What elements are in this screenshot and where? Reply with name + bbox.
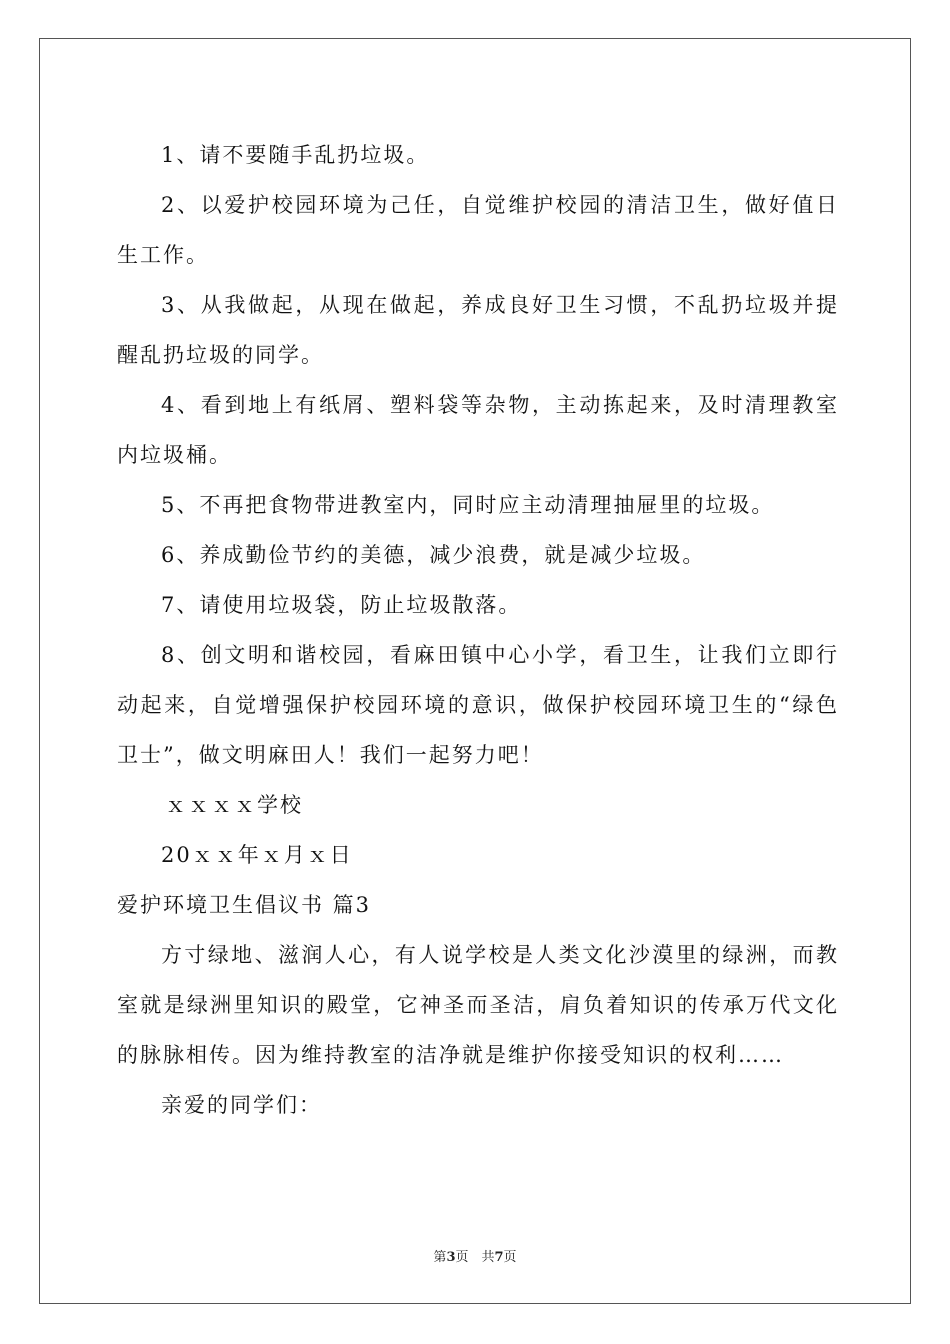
footer-page-mid: 页 共: [455, 1250, 495, 1265]
page-footer: [0, 1246, 950, 1265]
footer-page-prefix: 第: [433, 1250, 447, 1265]
footer-page-suffix: 页: [503, 1250, 517, 1265]
greeting: 亲爱的同学们：: [161, 1093, 322, 1117]
signature-date: 20ｘｘ年ｘ月ｘ日: [161, 843, 353, 867]
list-item-4: 4、看到地上有纸屑、塑料袋等杂物，主动拣起来，及时清理教室内垃圾桶。: [117, 393, 839, 467]
list-item-6: 6、养成勤俭节约的美德，减少浪费，就是减少垃圾。: [161, 543, 706, 567]
signature-school: ｘｘｘｘ学校: [165, 793, 303, 817]
footer-page-total: 7: [494, 1250, 504, 1265]
list-item-2: 2、以爱护校园环境为己任，自觉维护校园的清洁卫生，做好值日生工作。: [117, 193, 839, 267]
intro-paragraph: 方寸绿地、滋润人心，有人说学校是人类文化沙漠里的绿洲，而教室就是绿洲里知识的殿堂，它神圣而圣洁，肩负着知识的传承万代文化的脉脉相传。因为维持教室的洁净就是维护你接受知识的权利……: [117, 943, 839, 1067]
list-item-5: 5、不再把食物带进教室内，同时应主动清理抽屉里的垃圾。: [161, 493, 775, 517]
list-item-3: 3、从我做起，从现在做起，养成良好卫生习惯，不乱扔垃圾并提醒乱扔垃圾的同学。: [117, 293, 839, 367]
section-title: 爱护环境卫生倡议书 篇3: [117, 893, 372, 917]
list-item-7: 7、请使用垃圾袋，防止垃圾散落。: [161, 593, 522, 617]
footer-page-current: 3: [446, 1250, 456, 1265]
list-item-1: 1、请不要随手乱扔垃圾。: [161, 143, 430, 167]
list-item-8: 8、创文明和谐校园，看麻田镇中心小学，看卫生，让我们立即行动起来，自觉增强保护校园环境的意识，做保护校园环境卫生的“绿色卫士”，做文明麻田人！我们一起努力吧！: [117, 643, 839, 767]
document-body: [117, 130, 839, 1130]
